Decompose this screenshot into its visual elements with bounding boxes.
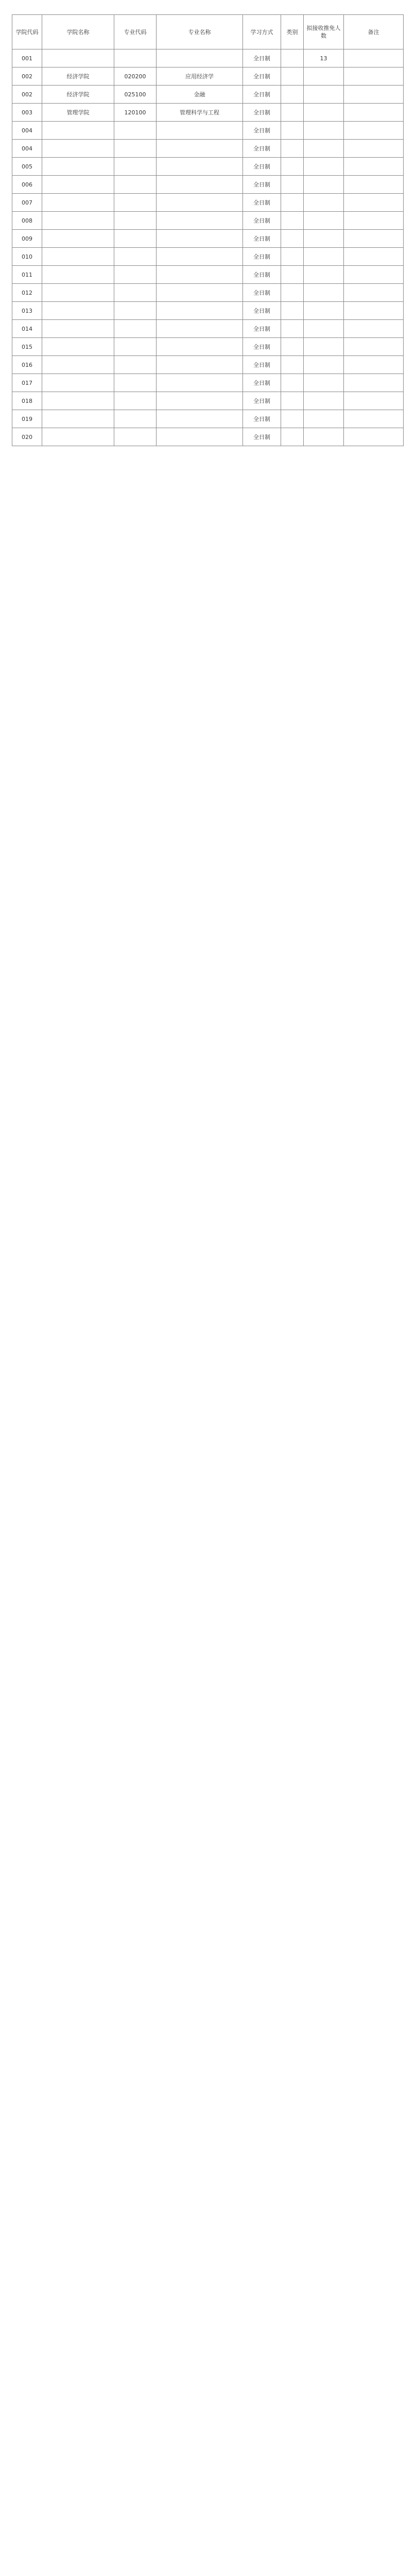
table-row xyxy=(12,320,404,338)
table-cell xyxy=(114,230,157,248)
table-row xyxy=(12,176,404,194)
table-cell xyxy=(281,230,304,248)
table-cell xyxy=(304,104,344,122)
table-cell xyxy=(114,212,157,230)
table-cell: 管理科学与工程 xyxy=(157,104,243,122)
table-cell xyxy=(344,356,404,374)
table-cell xyxy=(304,158,344,176)
table-cell xyxy=(344,392,404,410)
table-cell xyxy=(157,248,243,266)
table-cell xyxy=(114,176,157,194)
table-cell: 全日制 xyxy=(243,67,281,86)
table-cell: 009 xyxy=(12,230,42,248)
table-cell: 全日制 xyxy=(243,374,281,392)
table-row xyxy=(12,86,404,104)
table-cell xyxy=(304,302,344,320)
table-cell: 020200 xyxy=(114,67,157,86)
table-cell xyxy=(304,428,344,446)
table-cell xyxy=(281,338,304,356)
table-cell xyxy=(42,392,114,410)
table-cell xyxy=(42,356,114,374)
table-row xyxy=(12,428,404,446)
table-cell xyxy=(344,194,404,212)
table-cell xyxy=(157,428,243,446)
table-row xyxy=(12,374,404,392)
table-cell: 全日制 xyxy=(243,248,281,266)
table-row xyxy=(12,302,404,320)
table-cell xyxy=(281,86,304,104)
table-cell xyxy=(281,410,304,428)
table-row xyxy=(12,140,404,158)
table-cell xyxy=(304,212,344,230)
table-cell xyxy=(114,320,157,338)
table-cell: 008 xyxy=(12,212,42,230)
table-cell: 应用经济学 xyxy=(157,67,243,86)
table-cell xyxy=(114,284,157,302)
table-cell: 020 xyxy=(12,428,42,446)
table-row xyxy=(12,230,404,248)
table-cell xyxy=(114,410,157,428)
table-cell: 001 xyxy=(12,49,42,67)
table-cell: 017 xyxy=(12,374,42,392)
table-cell xyxy=(344,302,404,320)
table-cell: 全日制 xyxy=(243,230,281,248)
table-cell: 全日制 xyxy=(243,122,281,140)
table-cell xyxy=(304,266,344,284)
table-cell xyxy=(114,140,157,158)
table-cell xyxy=(114,428,157,446)
table-cell: 全日制 xyxy=(243,194,281,212)
table-cell xyxy=(157,410,243,428)
table-cell xyxy=(281,49,304,67)
table-cell xyxy=(344,374,404,392)
table-cell xyxy=(157,212,243,230)
table-cell: 全日制 xyxy=(243,392,281,410)
table-cell: 006 xyxy=(12,176,42,194)
header-cell: 学习方式 xyxy=(243,15,281,49)
table-cell xyxy=(157,176,243,194)
header-cell: 学院名称 xyxy=(42,15,114,49)
table-cell xyxy=(42,338,114,356)
table-row xyxy=(12,248,404,266)
table-cell xyxy=(344,86,404,104)
table-cell: 全日制 xyxy=(243,176,281,194)
table-cell xyxy=(157,230,243,248)
table-cell xyxy=(304,356,344,374)
table-cell xyxy=(281,374,304,392)
table-cell xyxy=(157,194,243,212)
table-cell xyxy=(281,122,304,140)
table-cell xyxy=(42,428,114,446)
table-cell xyxy=(304,86,344,104)
table-cell: 005 xyxy=(12,158,42,176)
table-cell xyxy=(114,338,157,356)
table-row xyxy=(12,338,404,356)
table-row xyxy=(12,356,404,374)
table-cell xyxy=(42,320,114,338)
header-cell: 拟接收推免人数 xyxy=(304,15,344,49)
header-cell: 专业代码 xyxy=(114,15,157,49)
table-row xyxy=(12,392,404,410)
table-cell: 管理学院 xyxy=(42,104,114,122)
table-cell xyxy=(157,49,243,67)
table-cell xyxy=(114,194,157,212)
table-cell: 120100 xyxy=(114,104,157,122)
table-cell xyxy=(281,320,304,338)
table-cell xyxy=(157,320,243,338)
table-cell: 全日制 xyxy=(243,284,281,302)
table-cell xyxy=(42,122,114,140)
table-cell xyxy=(114,392,157,410)
table-cell: 004 xyxy=(12,122,42,140)
table-cell xyxy=(42,374,114,392)
table-cell xyxy=(344,176,404,194)
table-cell xyxy=(281,284,304,302)
table-cell: 012 xyxy=(12,284,42,302)
table-cell: 025100 xyxy=(114,86,157,104)
table-cell xyxy=(344,284,404,302)
table-cell xyxy=(114,374,157,392)
table-cell xyxy=(42,230,114,248)
table-cell xyxy=(42,140,114,158)
table-cell xyxy=(281,266,304,284)
table-cell xyxy=(157,158,243,176)
table-cell xyxy=(344,266,404,284)
table-cell: 013 xyxy=(12,302,42,320)
table-cell: 全日制 xyxy=(243,410,281,428)
table-cell xyxy=(344,338,404,356)
table-cell xyxy=(281,392,304,410)
table-cell xyxy=(304,230,344,248)
table-cell: 004 xyxy=(12,140,42,158)
table-row xyxy=(12,122,404,140)
header-cell: 类别 xyxy=(281,15,304,49)
table-cell xyxy=(344,122,404,140)
table-row xyxy=(12,212,404,230)
table-cell: 014 xyxy=(12,320,42,338)
header-cell: 备注 xyxy=(344,15,404,49)
table-cell: 全日制 xyxy=(243,86,281,104)
table-row xyxy=(12,49,404,67)
table-cell xyxy=(114,248,157,266)
table-cell xyxy=(281,67,304,86)
table-cell: 018 xyxy=(12,392,42,410)
table-body xyxy=(12,49,404,446)
table-cell: 13 xyxy=(304,49,344,67)
table-cell xyxy=(114,122,157,140)
table-row xyxy=(12,410,404,428)
table-cell: 016 xyxy=(12,356,42,374)
table-cell xyxy=(344,428,404,446)
table-cell xyxy=(281,194,304,212)
table-cell xyxy=(304,194,344,212)
table-cell xyxy=(344,320,404,338)
table-cell xyxy=(281,428,304,446)
table-cell: 全日制 xyxy=(243,266,281,284)
table-cell xyxy=(304,140,344,158)
table-cell xyxy=(344,410,404,428)
table-cell: 002 xyxy=(12,86,42,104)
table-cell: 011 xyxy=(12,266,42,284)
table-cell: 全日制 xyxy=(243,140,281,158)
table-cell xyxy=(304,410,344,428)
table-cell xyxy=(304,67,344,86)
table-cell xyxy=(42,49,114,67)
table-cell xyxy=(304,374,344,392)
header-row xyxy=(12,15,404,49)
table-cell xyxy=(157,302,243,320)
table-cell: 全日制 xyxy=(243,49,281,67)
table-cell xyxy=(304,248,344,266)
table-cell: 全日制 xyxy=(243,356,281,374)
table-cell: 金融 xyxy=(157,86,243,104)
table-cell xyxy=(304,284,344,302)
table-cell: 010 xyxy=(12,248,42,266)
table-cell xyxy=(157,122,243,140)
table-row xyxy=(12,67,404,86)
table-cell xyxy=(114,302,157,320)
table-cell xyxy=(281,176,304,194)
table-cell xyxy=(304,392,344,410)
table-cell: 015 xyxy=(12,338,42,356)
table-cell: 003 xyxy=(12,104,42,122)
table-cell xyxy=(281,302,304,320)
table-cell: 经济学院 xyxy=(42,86,114,104)
table-cell xyxy=(344,248,404,266)
table-cell: 002 xyxy=(12,67,42,86)
table-cell xyxy=(114,266,157,284)
table-cell xyxy=(42,194,114,212)
table-cell xyxy=(114,158,157,176)
table-cell xyxy=(42,176,114,194)
table-cell xyxy=(157,374,243,392)
table-cell xyxy=(157,284,243,302)
table-cell xyxy=(281,158,304,176)
table-cell xyxy=(42,284,114,302)
table-cell: 019 xyxy=(12,410,42,428)
table-cell xyxy=(281,104,304,122)
table-cell xyxy=(344,49,404,67)
table-cell xyxy=(281,356,304,374)
table-cell xyxy=(157,338,243,356)
table-cell xyxy=(344,104,404,122)
table-cell: 全日制 xyxy=(243,320,281,338)
table-cell xyxy=(42,410,114,428)
table-row xyxy=(12,194,404,212)
table-row xyxy=(12,104,404,122)
table-cell xyxy=(42,266,114,284)
table-cell xyxy=(304,122,344,140)
table-cell: 全日制 xyxy=(243,104,281,122)
table-cell xyxy=(304,176,344,194)
table-cell xyxy=(344,212,404,230)
table-cell: 全日制 xyxy=(243,338,281,356)
admission-quota-table xyxy=(12,14,404,446)
table-cell: 007 xyxy=(12,194,42,212)
table-cell xyxy=(157,140,243,158)
table-cell xyxy=(344,67,404,86)
table-cell xyxy=(114,356,157,374)
table-cell xyxy=(42,212,114,230)
table-cell xyxy=(157,266,243,284)
table-cell xyxy=(157,392,243,410)
table-cell: 全日制 xyxy=(243,428,281,446)
table-cell: 全日制 xyxy=(243,302,281,320)
table-cell xyxy=(114,49,157,67)
table-cell xyxy=(42,302,114,320)
table-cell xyxy=(344,158,404,176)
header-cell: 学院代码 xyxy=(12,15,42,49)
table-cell xyxy=(344,140,404,158)
table-row xyxy=(12,158,404,176)
table-cell xyxy=(281,248,304,266)
table-cell xyxy=(281,212,304,230)
table-cell: 全日制 xyxy=(243,212,281,230)
table-row xyxy=(12,284,404,302)
table-cell xyxy=(281,140,304,158)
table-row xyxy=(12,266,404,284)
header-cell: 专业名称 xyxy=(157,15,243,49)
table-cell xyxy=(157,356,243,374)
table-cell xyxy=(304,338,344,356)
table-cell xyxy=(42,248,114,266)
table-cell xyxy=(42,158,114,176)
table-cell: 全日制 xyxy=(243,158,281,176)
table-cell: 经济学院 xyxy=(42,67,114,86)
table-cell xyxy=(304,320,344,338)
table-cell xyxy=(344,230,404,248)
